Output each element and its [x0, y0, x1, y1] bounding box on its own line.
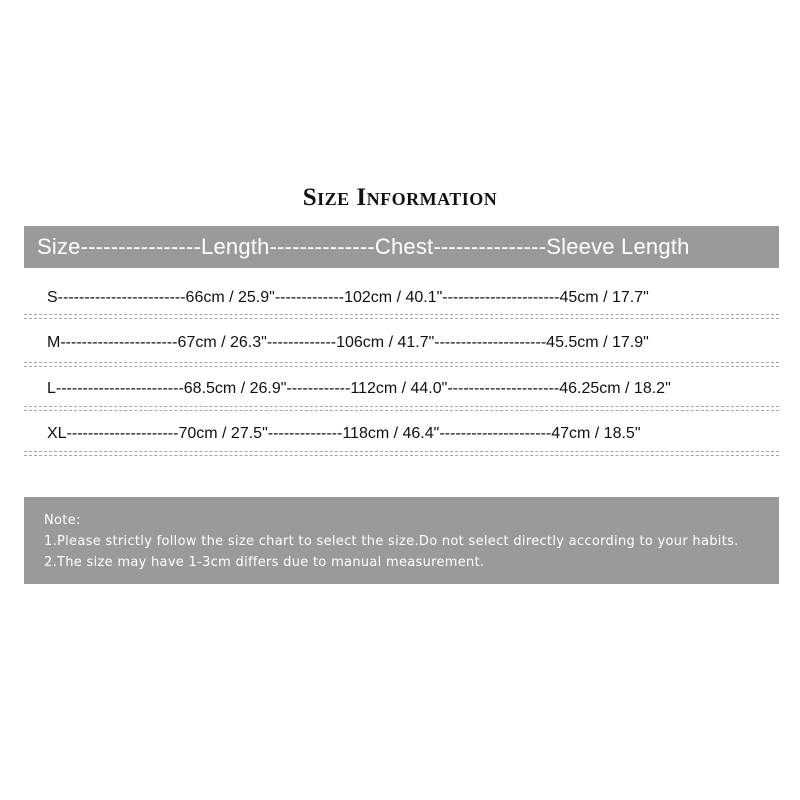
- size-table-header-bar: [24, 226, 779, 268]
- note-line-2: 2.The size may have 1-3cm differs due to manual measurement.: [44, 555, 485, 570]
- note-line-1: 1.Please strictly follow the size chart to select the size.Do not select directly according to your habits.: [44, 534, 739, 549]
- note-heading: Note:: [44, 513, 81, 528]
- row-divider: [24, 314, 779, 319]
- size-row-m: M----------------------67cm / 26.3"-------------106cm / 41.7"---------------------45.5cm / 17.9": [47, 334, 649, 351]
- row-divider: [24, 451, 779, 456]
- size-row-xl: XL---------------------70cm / 27.5"--------------118cm / 46.4"---------------------47cm / 18.5": [47, 425, 641, 442]
- size-information-title: Size Information: [302, 184, 498, 211]
- row-divider: [24, 406, 779, 411]
- size-row-l: L------------------------68.5cm / 26.9"------------112cm / 44.0"---------------------46.25cm / 18.2": [47, 380, 671, 397]
- row-divider: [24, 362, 779, 367]
- size-table-header-text: Size----------------Length--------------Chest---------------Sleeve Length: [37, 234, 690, 259]
- size-row-s: S------------------------66cm / 25.9"-------------102cm / 40.1"----------------------45cm / 17.7": [47, 289, 649, 306]
- note-box: [24, 497, 779, 584]
